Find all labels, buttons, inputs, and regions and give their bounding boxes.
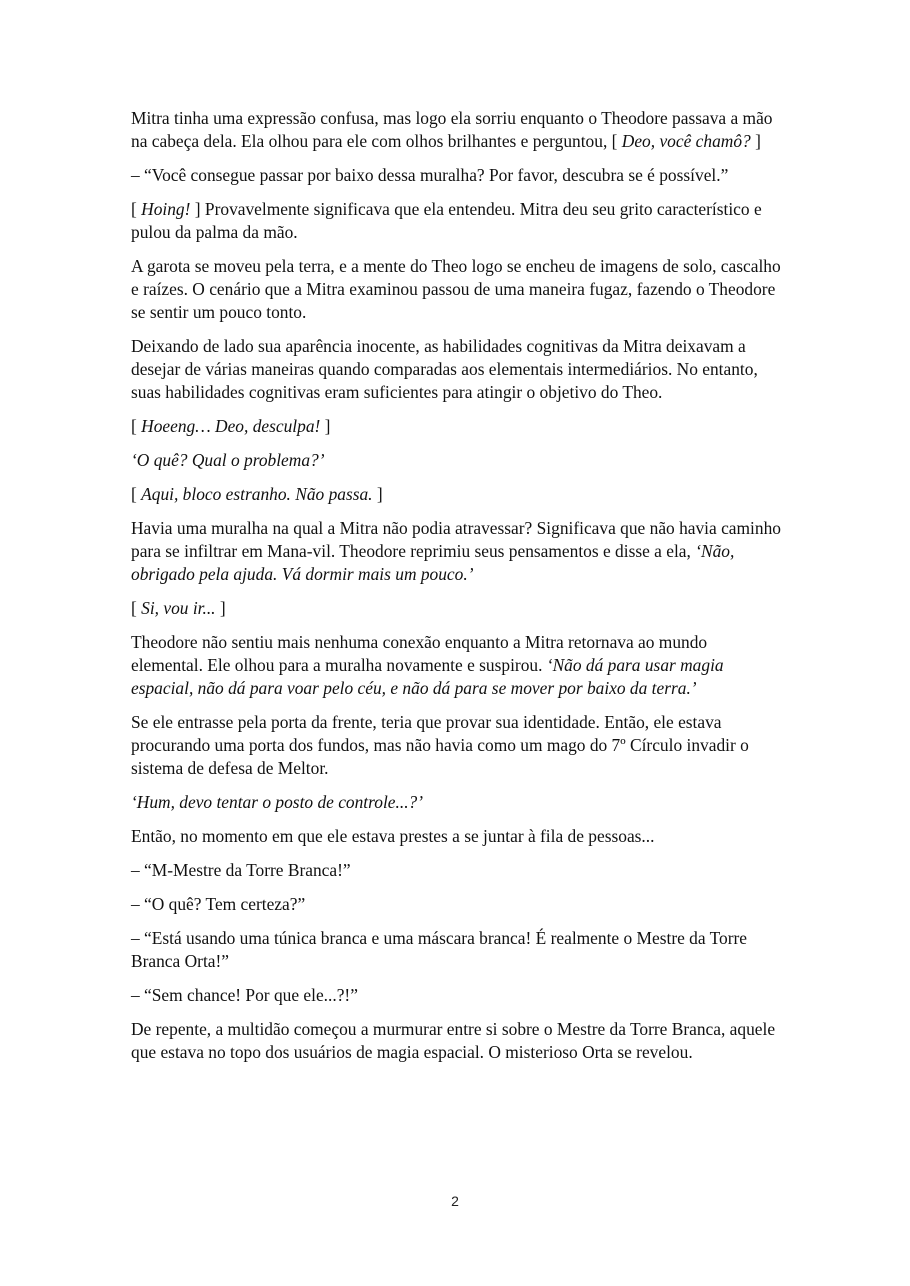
- text-run: [: [131, 598, 142, 618]
- paragraph: [131, 164, 783, 187]
- italic-text: ‘Hum, devo tentar o posto de controle...?’: [131, 792, 424, 812]
- page-body-text: [131, 107, 783, 1075]
- text-run: Havia uma muralha na qual a Mitra não podia atravessar? Significava que não havia caminho para se infiltrar em Mana-vil. Theodore reprimiu seus pensamentos e disse a ela,: [131, 518, 781, 561]
- text-run: Theodore não sentiu mais nenhuma conexão enquanto a Mitra retornava ao mundo elemental. Ele olhou para a muralha novamente e suspirou.: [131, 632, 708, 675]
- text-run: [: [131, 416, 142, 436]
- text-run: De repente, a multidão começou a murmurar entre si sobre o Mestre da Torre Branca, aquele que estava no topo dos usuários de magia espacial. O misterioso Orta se revelou.: [131, 1019, 776, 1062]
- text-run: ]: [750, 131, 761, 151]
- paragraph: [131, 597, 783, 620]
- text-run: ] Provavelmente significava que ela entendeu. Mitra deu seu grito característico e pulou da palma da mão.: [131, 199, 762, 242]
- text-run: Deixando de lado sua aparência inocente, as habilidades cognitivas da Mitra deixavam a desejar de várias maneiras quando comparadas aos elementais intermediários. No entanto, suas habilidades cognitivas eram suficientes para atingir o objetivo do Theo.: [131, 336, 758, 402]
- paragraph: [131, 449, 783, 472]
- text-run: Então, no momento em que ele estava prestes a se juntar à fila de pessoas...: [131, 826, 655, 846]
- paragraph: [131, 1018, 783, 1064]
- text-run: Se ele entrasse pela porta da frente, teria que provar sua identidade. Então, ele estava procurando uma porta dos fundos, mas não havia como um mago do 7º Círculo invadir o sistema de defesa de Meltor.: [131, 712, 749, 778]
- paragraph: [131, 825, 783, 848]
- italic-text: Hoing!: [141, 199, 191, 219]
- text-run: [: [131, 199, 142, 219]
- italic-text: ‘Não, obrigado pela ajuda. Vá dormir mais um pouco.’: [131, 541, 735, 584]
- italic-text: Hoeeng… Deo, desculpa!: [141, 416, 321, 436]
- paragraph: [131, 335, 783, 404]
- text-run: – “O quê? Tem certeza?”: [131, 894, 306, 914]
- text-run: Mitra tinha uma expressão confusa, mas logo ela sorriu enquanto o Theodore passava a mão na cabeça dela. Ela olhou para ele com olhos brilhantes e perguntou, [: [131, 108, 773, 151]
- paragraph: [131, 893, 783, 916]
- text-run: – “Você consegue passar por baixo dessa muralha? Por favor, descubra se é possível.”: [131, 165, 729, 185]
- paragraph: [131, 859, 783, 882]
- paragraph: [131, 255, 783, 324]
- paragraph: [131, 517, 783, 586]
- paragraph: [131, 107, 783, 153]
- italic-text: Si, vou ir...: [141, 598, 216, 618]
- paragraph: [131, 711, 783, 780]
- text-run: ]: [372, 484, 383, 504]
- paragraph: [131, 198, 783, 244]
- italic-text: ‘O quê? Qual o problema?’: [131, 450, 325, 470]
- paragraph: [131, 927, 783, 973]
- paragraph: [131, 631, 783, 700]
- paragraph: [131, 483, 783, 506]
- paragraph: [131, 984, 783, 1007]
- text-run: – “M-Mestre da Torre Branca!”: [131, 860, 351, 880]
- italic-text: Aqui, bloco estranho. Não passa.: [141, 484, 373, 504]
- paragraph: [131, 791, 783, 814]
- italic-text: Deo, você chamô?: [621, 131, 751, 151]
- text-run: ]: [215, 598, 226, 618]
- text-run: A garota se moveu pela terra, e a mente do Theo logo se encheu de imagens de solo, cascalho e raízes. O cenário que a Mitra examinou passou de uma maneira fugaz, fazendo o Theodore se sentir um pouco tonto.: [131, 256, 781, 322]
- italic-text: ‘Não dá para usar magia espacial, não dá para voar pelo céu, e não dá para se mover por baixo da terra.’: [131, 655, 724, 698]
- text-run: – “Está usando uma túnica branca e uma máscara branca! É realmente o Mestre da Torre Branca Orta!”: [131, 928, 748, 971]
- page-number: 2: [451, 1193, 459, 1209]
- text-run: – “Sem chance! Por que ele...?!”: [131, 985, 358, 1005]
- text-run: [: [131, 484, 142, 504]
- text-run: ]: [320, 416, 331, 436]
- paragraph: [131, 415, 783, 438]
